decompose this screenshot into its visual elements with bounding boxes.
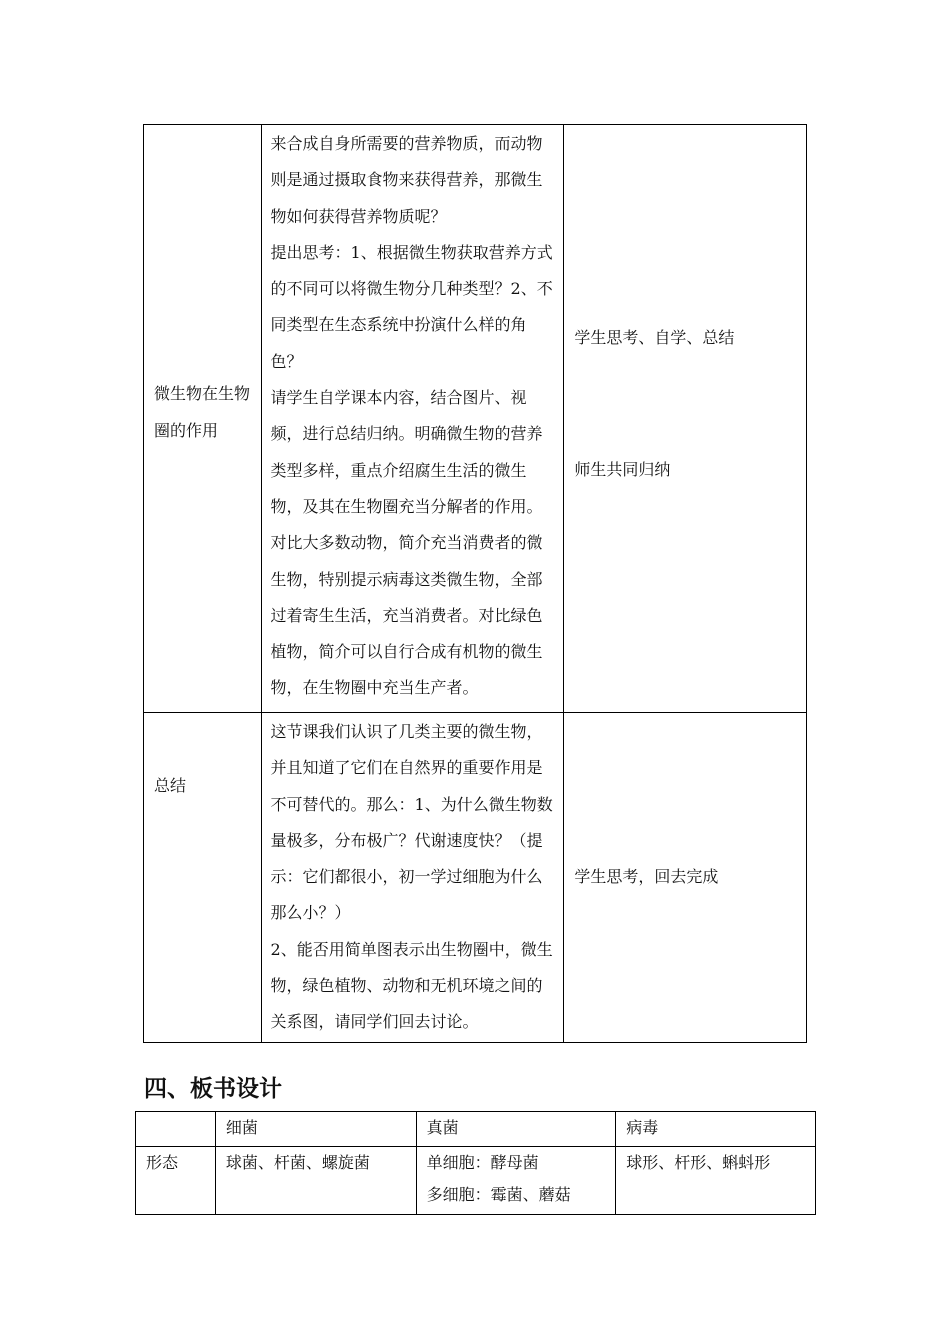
header-cell-bacteria: 细菌	[215, 1112, 416, 1147]
stage-cell	[144, 125, 262, 713]
student-activity-cell	[564, 125, 807, 713]
fungi-morphology-cell	[416, 1147, 616, 1215]
table-row	[144, 713, 807, 1043]
stage-label: 微生物在生物圈的作用	[154, 384, 251, 440]
teacher-paragraph: 2、能否用简单图表示出生物圈中，微生物，绿色植物、动物和无机环境之间的关系图，请同学们回去讨论。	[270, 939, 553, 1032]
header-cell-virus: 病毒	[616, 1112, 816, 1147]
table-row	[144, 125, 807, 713]
board-design-table	[135, 1111, 816, 1215]
teacher-paragraph: 这节课我们认识了几类主要的微生物，并且知道了它们在自然界的重要作用是不可替代的。那么：1、为什么微生物数量极多，分布极广？代谢速度快？（提示：它们都很小，初一学过细胞为什么那么小？）	[270, 722, 553, 923]
stage-cell	[144, 713, 262, 1043]
student-activity-text: 师生共同归纳	[574, 460, 671, 480]
header-cell-fungi: 真菌	[416, 1112, 616, 1147]
table-header-row	[136, 1112, 816, 1147]
student-activity-cell	[564, 713, 807, 1043]
table-row	[136, 1147, 816, 1215]
stage-label: 总结	[154, 776, 187, 795]
teacher-activity-cell	[261, 125, 564, 713]
fungi-morphology-line: 单细胞：酵母菌	[426, 1153, 539, 1172]
header-cell-empty	[136, 1112, 216, 1147]
bacteria-morphology: 球菌、杆菌、螺旋菌	[215, 1147, 416, 1215]
teacher-paragraph: 提出思考：1、根据微生物获取营养方式的不同可以将微生物分几种类型？2、不同类型在生态系统中扮演什么样的角色？	[270, 242, 553, 371]
teacher-activity-cell	[261, 713, 564, 1043]
teacher-paragraph: 来合成自身所需要的营养物质，而动物则是通过摄取食物来获得营养，那微生物如何获得营养物质呢？	[270, 134, 543, 226]
student-activity-text: 学生思考、自学、总结	[574, 328, 735, 347]
lesson-table	[143, 124, 807, 1043]
student-activity-text: 学生思考，回去完成	[574, 867, 719, 887]
fungi-morphology-line: 多细胞：霉菌、蘑菇	[426, 1185, 571, 1204]
section-heading: 四、板书设计	[144, 1076, 282, 1102]
virus-morphology: 球形、杆形、蝌蚪形	[616, 1147, 816, 1215]
row-label-morphology: 形态	[136, 1147, 216, 1215]
teacher-paragraph: 请学生自学课本内容，结合图片、视频，进行总结归纳。明确微生物的营养类型多样，重点介绍腐生生活的微生物，及其在生物圈充当分解者的作用。对比大多数动物，简介充当消费者的微生物，特别提示病毒这类微生物，全部过着寄生生活，充当消费者。对比绿色植物，简介可以自行合成有机物的微生物，在生物圈中充当生产者。	[270, 388, 543, 698]
